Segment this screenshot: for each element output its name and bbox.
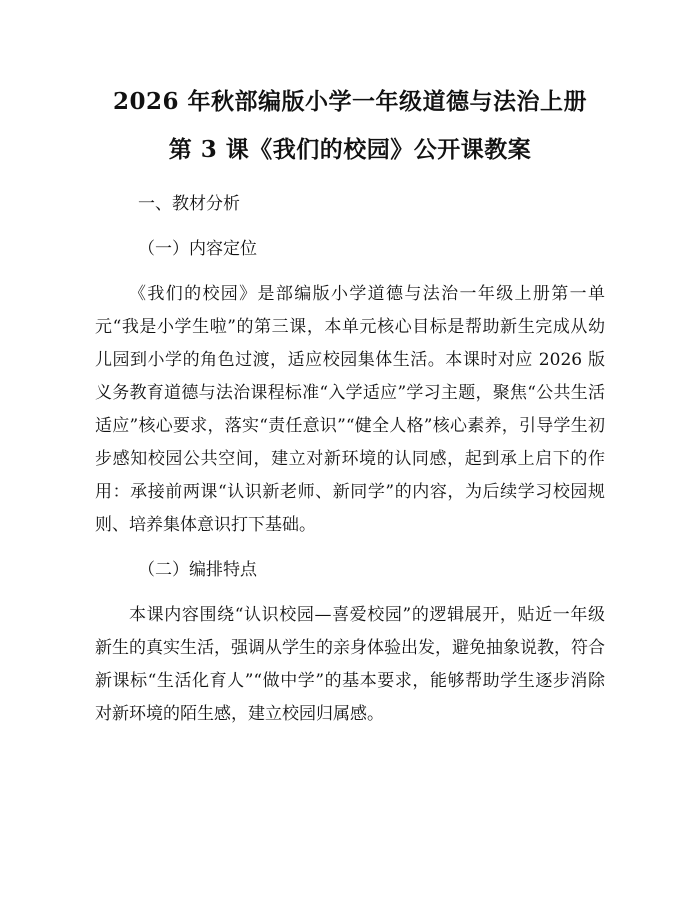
paragraph-content-positioning: 《我们的校园》是部编版小学道德与法治一年级上册第一单元“我是小学生啦”的第三课，本单元核心目标是帮助新生完成从幼儿园到小学的角色过渡，适应校园集体生活。本课时对应 2026 版义务教育道德与法治课程标准“入学适应”学习主题，聚焦“公共生活适应”核心要求，落实“责任意识”“健全人格”核心素养，引导学生初步感知校园公共空间，建立对新环境的认同感，起到承上启下的作用：承接前两课“认识新老师、新同学”的内容，为后续学习校园规则、培养集体意识打下基础。 bbox=[95, 284, 605, 535]
section-heading-textbook-analysis: 一、教材分析 bbox=[138, 194, 240, 214]
subsection-heading-content-positioning: （一）内容定位 bbox=[138, 239, 257, 259]
document-title-line-2: 第 3 课《我们的校园》公开课教案 bbox=[168, 136, 532, 163]
subsection-heading-layout-features: （二）编排特点 bbox=[138, 560, 257, 580]
document-body bbox=[95, 188, 605, 731]
paragraph-layout-features: 本课内容围绕“认识校园—喜爱校园”的逻辑展开，贴近一年级新生的真实生活，强调从学生的亲身体验出发，避免抽象说教，符合新课标“生活化育人”“做中学”的基本要求，能够帮助学生逐步消除对新环境的陌生感，建立校园归属感。 bbox=[95, 605, 605, 724]
document-title-line-1: 2026 年秋部编版小学一年级道德与法治上册 bbox=[112, 88, 588, 115]
